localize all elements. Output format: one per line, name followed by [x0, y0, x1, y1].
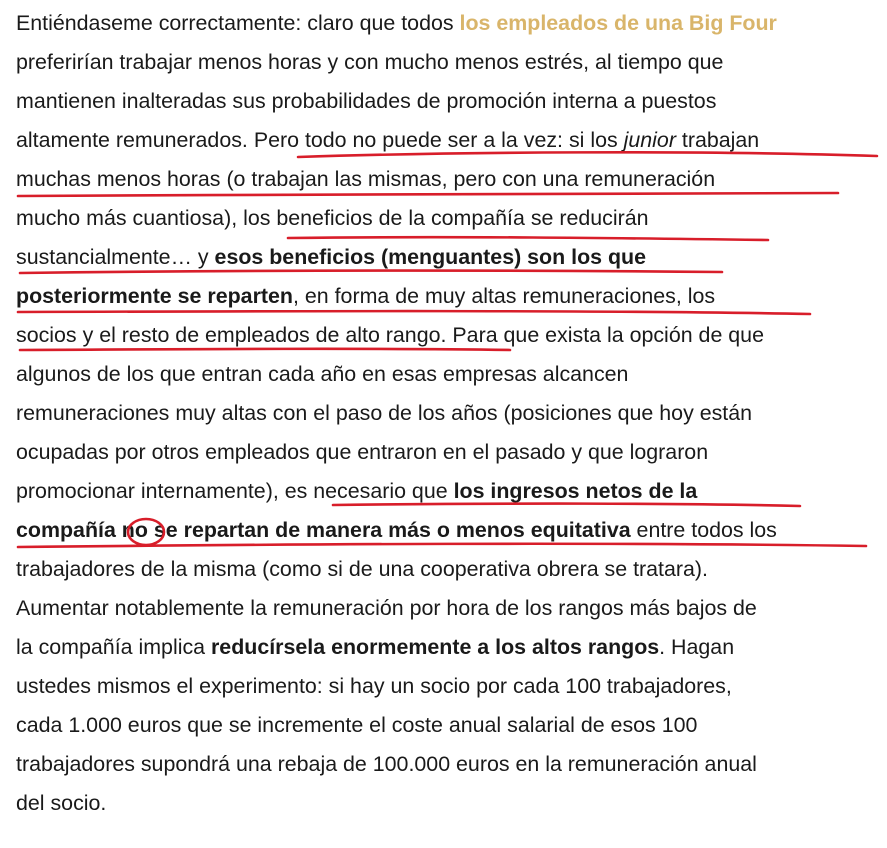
bold-text: esos beneficios (menguantes) son los que — [214, 245, 647, 269]
text-line: ocupadas por otros empleados que entraron en el pasado y que lograron — [16, 440, 709, 464]
underlined-text: socios y el resto de empleados de alto rango — [16, 323, 441, 347]
text-line: trabajadores de la misma (como si de una cooperativa obrera se tratara). — [16, 557, 708, 581]
text-line: muchas menos horas (o trabajan las mismas, pero con una remuneración — [16, 167, 716, 191]
bold-text: reducírsela enormemente a los altos rangos — [210, 635, 660, 659]
text-line: remuneraciones muy altas con el paso de los años (posiciones que hoy están — [16, 401, 753, 425]
text-run: mucho más cuantiosa), — [16, 206, 244, 230]
text-line — [16, 472, 886, 511]
bold-text: posteriormente se reparten — [16, 284, 293, 308]
article-paragraph — [16, 4, 886, 823]
bold-text: los ingresos netos de la — [453, 479, 698, 503]
text-line: algunos de los que entran cada año en esas empresas alcancen — [16, 362, 629, 386]
text-run: , en forma de muy altas remuneraciones, los — [292, 284, 716, 308]
text-line — [16, 628, 886, 667]
circled-text: no — [121, 518, 148, 542]
text-run: . Hagan — [659, 635, 735, 659]
italic-text: junior — [623, 128, 676, 152]
underlined-text: es necesario que — [284, 479, 454, 503]
text-line — [16, 121, 886, 160]
text-line — [16, 316, 886, 355]
text-line: del socio. — [16, 791, 107, 815]
underlined-text: sustancialmente… y — [16, 245, 215, 269]
text-line — [16, 511, 886, 550]
underlined-text: Pero todo no puede ser a la vez: si los — [253, 128, 624, 152]
text-run: promocionar internamente), — [16, 479, 285, 503]
text-line: preferirían trabajar menos horas y con mucho menos estrés, al tiempo que — [16, 50, 724, 74]
text-line: cada 1.000 euros que se incremente el coste anual salarial de esos 100 — [16, 713, 698, 737]
text-line — [16, 238, 886, 277]
text-line: trabajadores supondrá una rebaja de 100.000 euros en la remuneración anual — [16, 752, 757, 776]
big-four-link[interactable]: los empleados de una Big Four — [459, 11, 777, 35]
text-line: mantienen inalteradas sus probabilidades de promoción interna a puestos — [16, 89, 717, 113]
text-line — [16, 4, 886, 43]
text-run: la compañía implica — [16, 635, 211, 659]
text-line — [16, 199, 886, 238]
underlined-text: trabajan — [675, 128, 760, 152]
text-line — [16, 277, 886, 316]
text-run: . Para que exista la opción de que — [440, 323, 764, 347]
bold-text: se repartan de manera más o menos equitativa — [147, 518, 631, 542]
bold-text: compañía — [16, 518, 122, 542]
text-run: altamente remunerados. — [16, 128, 254, 152]
text-line: ustedes mismos el experimento: si hay un socio por cada 100 trabajadores, — [16, 674, 732, 698]
text-run: Entiéndaseme correctamente: claro que todos — [16, 11, 460, 35]
text-line: Aumentar notablemente la remuneración por hora de los rangos más bajos de — [16, 596, 757, 620]
underlined-text: entre todos los — [630, 518, 777, 542]
underlined-text: los beneficios de la compañía se reducirán — [243, 206, 649, 230]
